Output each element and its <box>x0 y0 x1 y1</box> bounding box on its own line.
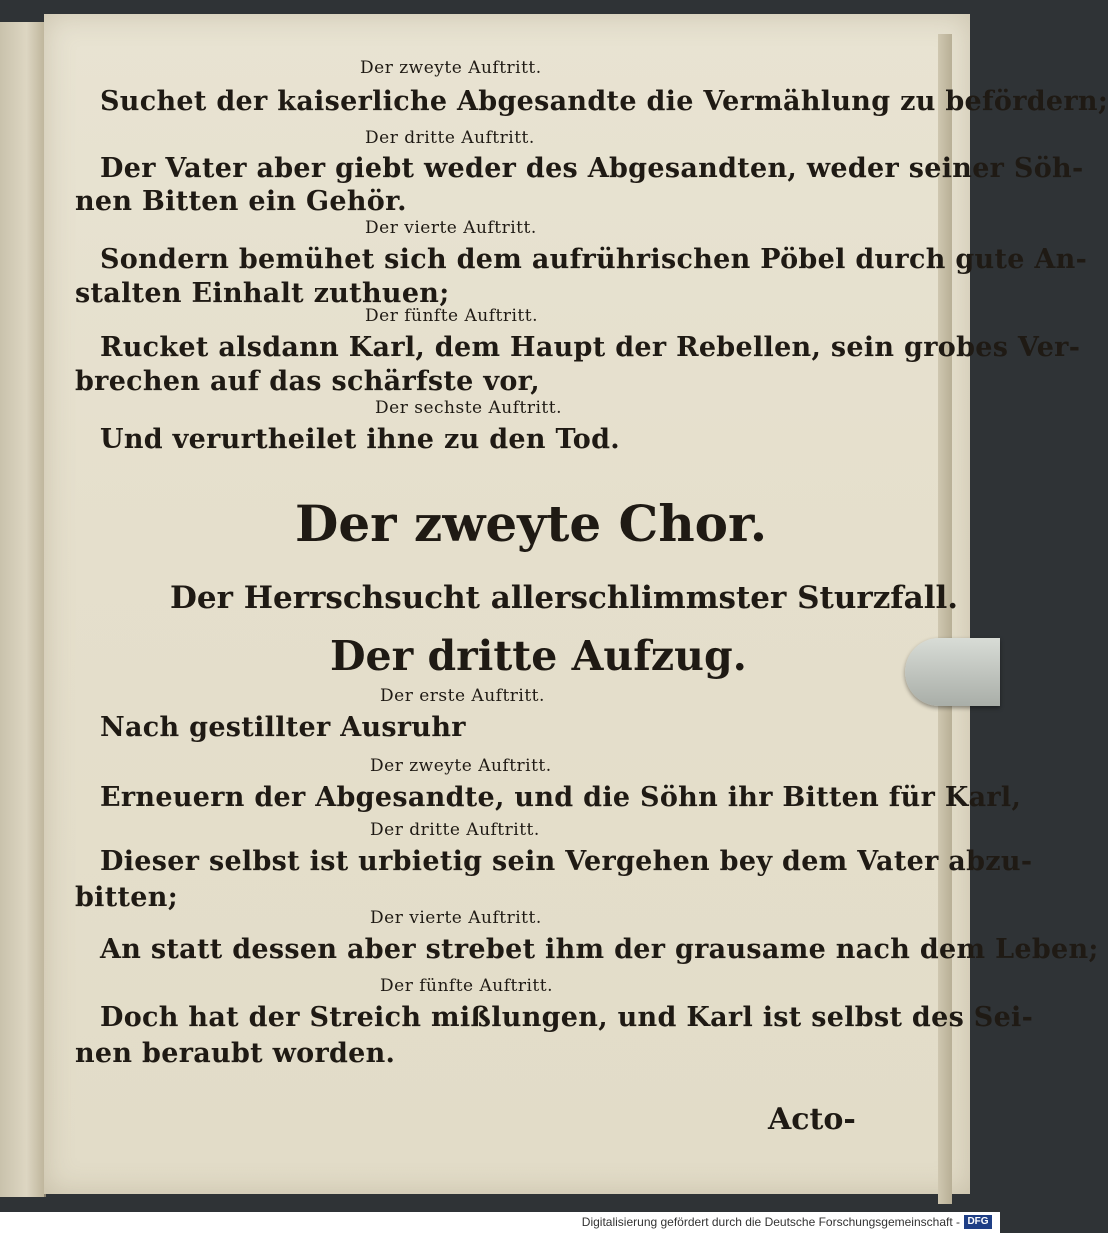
text-line: Rucket alsdann Karl, dem Haupt der Rebellen, sein grobes Ver- <box>100 332 1081 363</box>
scene-heading: Der vierte Auftritt. <box>370 908 542 928</box>
text-line: nen beraubt worden. <box>75 1038 396 1069</box>
chorus-subtitle: Der Herrschsucht allerschlimmster Sturzfall. <box>170 580 959 616</box>
text-line: nen Bitten ein Gehör. <box>75 186 407 217</box>
text-line: Und verurtheilet ihne zu den Tod. <box>100 424 620 455</box>
text-line: Doch hat der Streich mißlungen, und Karl ist selbst des Sei- <box>100 1002 1034 1033</box>
footer-credit: Digitalisierung gefördert durch die Deutsche Forschungsgemeinschaft - <box>581 1215 960 1229</box>
text-line: An statt dessen aber strebet ihm der grausame nach dem Leben; <box>100 934 1099 965</box>
scene-heading: Der zweyte Auftritt. <box>370 756 552 776</box>
text-line: stalten Einhalt zuthuen; <box>75 278 450 309</box>
left-page-edge <box>0 22 46 1197</box>
scene-heading: Der erste Auftritt. <box>380 686 545 706</box>
text-line: Nach gestillter Ausruhr <box>100 712 466 743</box>
scene-heading: Der zweyte Auftritt. <box>360 58 542 78</box>
scene-heading: Der dritte Auftritt. <box>365 128 535 148</box>
scene-heading: Der sechste Auftritt. <box>375 398 562 418</box>
chorus-title: Der zweyte Chor. <box>295 494 768 553</box>
footer-bar <box>0 1212 1000 1233</box>
act-title: Der dritte Aufzug. <box>330 632 747 680</box>
text-line: Dieser selbst ist urbietig sein Vergehen bey dem Vater abzu- <box>100 846 1033 877</box>
text-line: bitten; <box>75 882 178 913</box>
text-line: brechen auf das schärfste vor, <box>75 366 540 397</box>
dfg-logo-icon: DFG <box>964 1215 992 1229</box>
text-line: Der Vater aber giebt weder des Abgesandten, weder seiner Söh- <box>100 153 1084 184</box>
scene-heading: Der vierte Auftritt. <box>365 218 537 238</box>
scene-heading: Der dritte Auftritt. <box>370 820 540 840</box>
scene-heading: Der fünfte Auftritt. <box>380 976 553 996</box>
bookmark-tab <box>905 638 1000 706</box>
text-line: Erneuern der Abgesandte, und die Söhn ihr Bitten für Karl, <box>100 782 1022 813</box>
text-line: Suchet der kaiserliche Abgesandte die Vermählung zu befördern; <box>100 86 1108 117</box>
catchword: Acto- <box>768 1102 856 1137</box>
scene-heading: Der fünfte Auftritt. <box>365 306 538 326</box>
text-line: Sondern bemühet sich dem aufrührischen Pöbel durch gute An- <box>100 244 1088 275</box>
